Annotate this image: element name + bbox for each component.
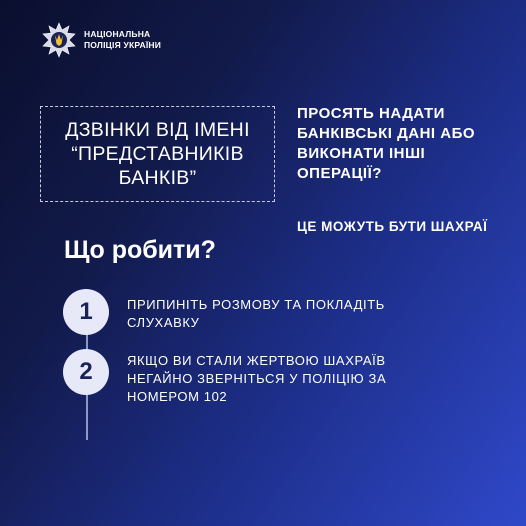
warning-text: ЦЕ МОЖУТЬ БУТИ ШАХРАЇ bbox=[297, 219, 488, 234]
step-1-number: 1 bbox=[63, 289, 109, 335]
org-name-line1: НАЦІОНАЛЬНА bbox=[84, 29, 151, 39]
step-2-text bbox=[127, 352, 386, 406]
step-1-line2: СЛУХАВКУ bbox=[127, 315, 200, 330]
step-2-line1: ЯКЩО ВИ СТАЛИ ЖЕРТВОЮ ШАХРАЇВ bbox=[127, 353, 386, 368]
org-name-line2: ПОЛІЦІЯ УКРАЇНИ bbox=[84, 40, 162, 50]
question-line1: ПРОСЯТЬ НАДАТИ bbox=[297, 105, 445, 122]
question-line4: ОПЕРАЦІЇ? bbox=[297, 165, 382, 182]
headline-line2: “ПРЕДСТАВНИКІВ bbox=[71, 143, 244, 165]
org-name bbox=[84, 29, 161, 51]
police-emblem-icon bbox=[41, 22, 77, 58]
headline-box bbox=[40, 106, 275, 202]
step-2-number: 2 bbox=[63, 349, 109, 395]
question-text bbox=[297, 104, 475, 184]
headline-line3: БАНКІВ” bbox=[118, 167, 197, 189]
question-line3: ВИКОНАТИ ІНШІ bbox=[297, 145, 426, 162]
question-line2: БАНКІВСЬКІ ДАНІ АБО bbox=[297, 125, 476, 142]
step-2-line3: НОМЕРОМ 102 bbox=[127, 389, 228, 404]
step-1-text bbox=[127, 296, 385, 332]
headline-line1: ДЗВІНКИ ВІД ІМЕНІ bbox=[65, 119, 250, 141]
step-1-line1: ПРИПИНІТЬ РОЗМОВУ ТА ПОКЛАДІТЬ bbox=[127, 297, 385, 312]
what-to-do-heading: Що робити? bbox=[64, 236, 216, 264]
step-2-line2: НЕГАЙНО ЗВЕРНІТЬСЯ У ПОЛІЦІЮ ЗА bbox=[127, 371, 387, 386]
